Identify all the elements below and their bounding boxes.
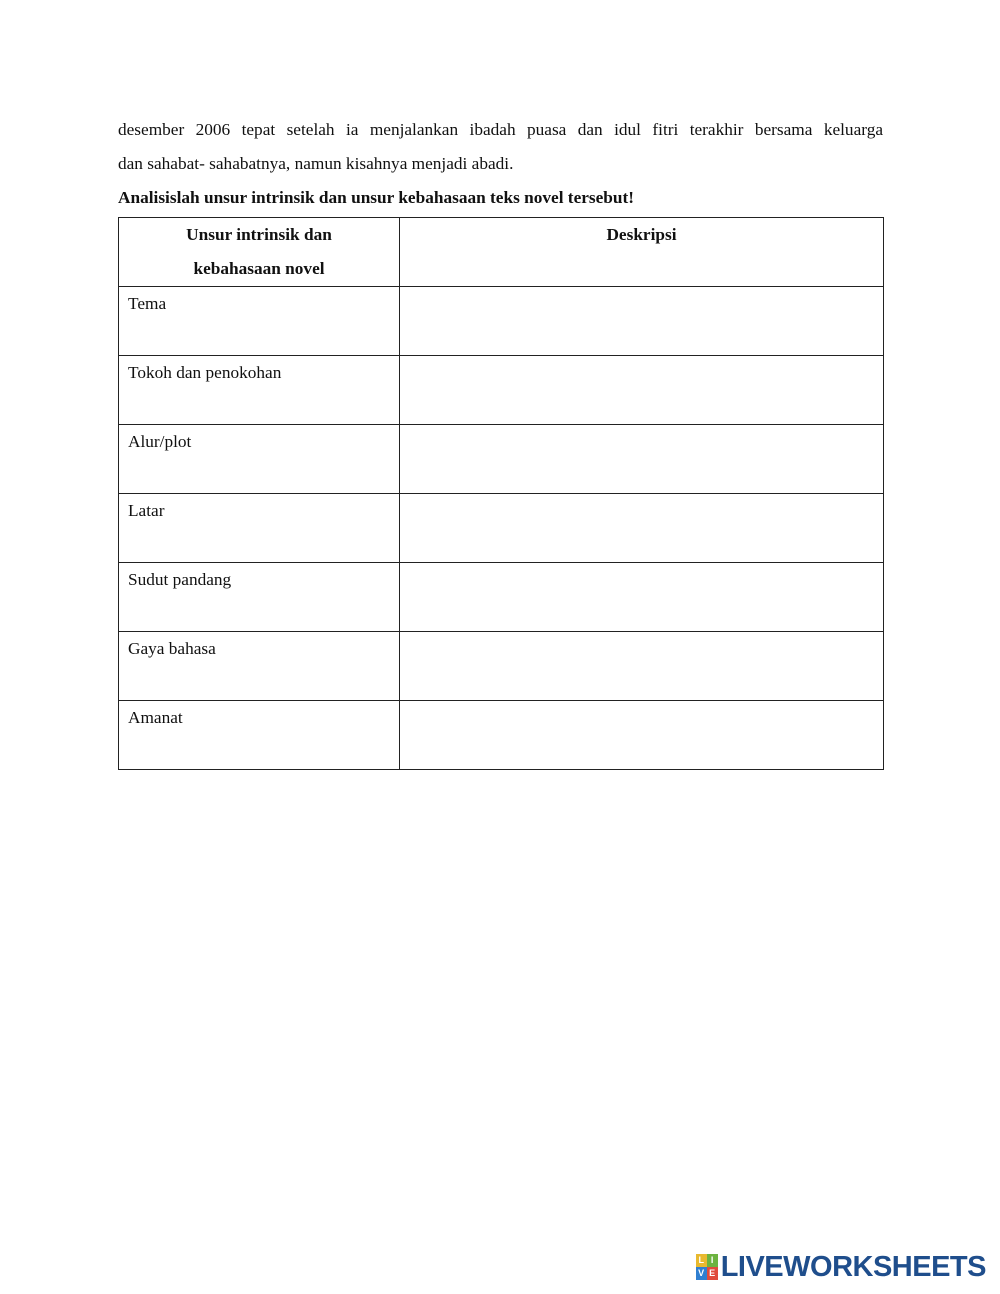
header-unsur-line-2: kebahasaan novel <box>193 259 325 278</box>
table-row <box>119 494 884 563</box>
instruction-heading: Analisislah unsur intrinsik dan unsur kebahasaan teks novel tersebut! <box>118 188 635 207</box>
header-unsur <box>119 218 400 287</box>
header-unsur-line-1: Unsur intrinsik dan <box>186 225 332 244</box>
header-deskripsi: Deskripsi <box>400 218 884 287</box>
table-row <box>119 563 884 632</box>
paragraph-line-2: dan sahabat- sahabatnya, namun kisahnya menjadi abadi. <box>118 154 514 173</box>
table-row <box>119 356 884 425</box>
liveworksheets-logo-icon <box>696 1254 718 1280</box>
paragraph-line-1: desember 2006 tepat setelah ia menjalankan ibadah puasa dan idul fitri terakhir bersama keluarga <box>118 120 883 139</box>
description-cell-gaya-bahasa[interactable] <box>400 632 884 701</box>
analysis-table <box>118 217 884 770</box>
table-row <box>119 287 884 356</box>
table-row <box>119 701 884 770</box>
description-cell-latar[interactable] <box>400 494 884 563</box>
worksheet-page <box>118 113 883 770</box>
liveworksheets-wordmark: LIVEWORKSHEETS <box>720 1251 986 1283</box>
row-label-tema: Tema <box>119 287 400 356</box>
row-label-amanat: Amanat <box>119 701 400 770</box>
table-row <box>119 425 884 494</box>
row-label-sudut-pandang: Sudut pandang <box>119 563 400 632</box>
logo-letter-i: I <box>707 1254 718 1267</box>
row-label-gaya-bahasa: Gaya bahasa <box>119 632 400 701</box>
row-label-tokoh: Tokoh dan penokohan <box>119 356 400 425</box>
logo-letter-v: V <box>696 1267 707 1280</box>
row-label-latar: Latar <box>119 494 400 563</box>
description-cell-sudut-pandang[interactable] <box>400 563 884 632</box>
logo-letter-e: E <box>707 1267 718 1280</box>
liveworksheets-brand <box>696 1252 986 1282</box>
table-header-row <box>119 218 884 287</box>
description-cell-tokoh[interactable] <box>400 356 884 425</box>
description-cell-amanat[interactable] <box>400 701 884 770</box>
table-row <box>119 632 884 701</box>
row-label-alur: Alur/plot <box>119 425 400 494</box>
description-cell-tema[interactable] <box>400 287 884 356</box>
description-cell-alur[interactable] <box>400 425 884 494</box>
logo-letter-l: L <box>696 1254 707 1267</box>
